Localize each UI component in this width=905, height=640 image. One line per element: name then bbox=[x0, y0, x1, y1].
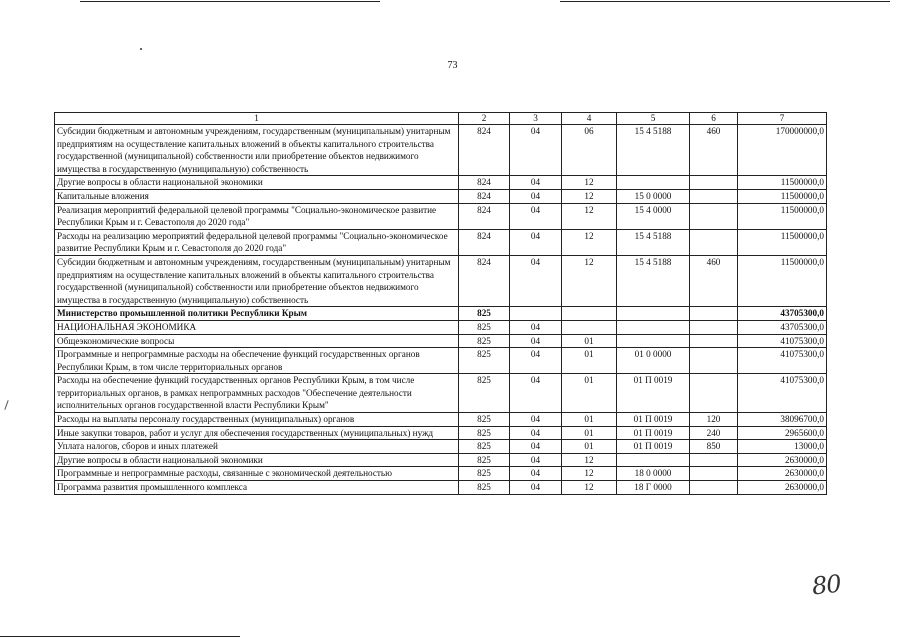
row-name-cell: Другие вопросы в области национальной экономики bbox=[55, 176, 459, 190]
row-target-article-cell: 15 0 0000 bbox=[617, 189, 690, 203]
row-amount-cell: 11500000,0 bbox=[738, 189, 827, 203]
row-expense-type-cell bbox=[690, 176, 738, 190]
header-cell: 5 bbox=[617, 113, 690, 125]
row-code-cell: 825 bbox=[459, 467, 510, 481]
row-target-article-cell bbox=[617, 334, 690, 348]
row-expense-type-cell bbox=[690, 189, 738, 203]
table-row bbox=[55, 374, 827, 413]
table-row bbox=[55, 320, 827, 334]
header-cell: 4 bbox=[562, 113, 617, 125]
row-expense-type-cell bbox=[690, 481, 738, 495]
row-section-cell: 04 bbox=[510, 348, 562, 374]
row-name-cell: Другие вопросы в области национальной экономики bbox=[55, 453, 459, 467]
row-section-cell: 04 bbox=[510, 334, 562, 348]
table-row bbox=[55, 413, 827, 427]
row-section-cell: 04 bbox=[510, 176, 562, 190]
row-amount-cell: 11500000,0 bbox=[738, 176, 827, 190]
row-expense-type-cell: 120 bbox=[690, 413, 738, 427]
row-section-cell: 04 bbox=[510, 426, 562, 440]
table-row bbox=[55, 348, 827, 374]
row-name-cell: Общеэкономические вопросы bbox=[55, 334, 459, 348]
row-subsection-cell: 12 bbox=[562, 176, 617, 190]
row-subsection-cell: 01 bbox=[562, 426, 617, 440]
row-amount-cell: 13000,0 bbox=[738, 440, 827, 454]
row-code-cell: 825 bbox=[459, 374, 510, 413]
row-expense-type-cell: 850 bbox=[690, 440, 738, 454]
row-section-cell: 04 bbox=[510, 413, 562, 427]
row-code-cell: 825 bbox=[459, 453, 510, 467]
row-code-cell: 824 bbox=[459, 203, 510, 229]
row-section-cell: 04 bbox=[510, 189, 562, 203]
row-target-article-cell bbox=[617, 320, 690, 334]
row-name-cell: НАЦИОНАЛЬНАЯ ЭКОНОМИКА bbox=[55, 320, 459, 334]
row-subsection-cell: 12 bbox=[562, 453, 617, 467]
row-section-cell: 04 bbox=[510, 481, 562, 495]
table-row bbox=[55, 125, 827, 176]
row-target-article-cell: 15 4 5188 bbox=[617, 229, 690, 255]
row-subsection-cell bbox=[562, 320, 617, 334]
row-name-cell: Министерство промышленной политики Республики Крым bbox=[55, 307, 459, 321]
table-row bbox=[55, 229, 827, 255]
table-row bbox=[55, 453, 827, 467]
row-name-cell: Расходы на реализацию мероприятий федеральной целевой программы "Социально-экономическое развитие Республики Крым и г. Севастополя до 2020 года" bbox=[55, 229, 459, 255]
row-expense-type-cell: 240 bbox=[690, 426, 738, 440]
row-amount-cell: 41075300,0 bbox=[738, 374, 827, 413]
row-code-cell: 824 bbox=[459, 125, 510, 176]
row-target-article-cell: 15 4 5188 bbox=[617, 125, 690, 176]
row-amount-cell: 11500000,0 bbox=[738, 229, 827, 255]
margin-pencil-mark bbox=[4, 400, 8, 410]
header-cell: 6 bbox=[690, 113, 738, 125]
row-section-cell: 04 bbox=[510, 374, 562, 413]
row-amount-cell: 2630000,0 bbox=[738, 467, 827, 481]
row-subsection-cell: 01 bbox=[562, 374, 617, 413]
row-subsection-cell: 12 bbox=[562, 229, 617, 255]
row-code-cell: 825 bbox=[459, 334, 510, 348]
row-expense-type-cell: 460 bbox=[690, 255, 738, 306]
row-amount-cell: 41075300,0 bbox=[738, 348, 827, 374]
row-amount-cell: 2630000,0 bbox=[738, 481, 827, 495]
scan-speck bbox=[140, 48, 142, 50]
row-name-cell: Программа развития промышленного комплекса bbox=[55, 481, 459, 495]
row-subsection-cell: 12 bbox=[562, 189, 617, 203]
row-subsection-cell: 12 bbox=[562, 203, 617, 229]
row-expense-type-cell bbox=[690, 307, 738, 321]
row-amount-cell: 2965600,0 bbox=[738, 426, 827, 440]
row-name-cell: Расходы на выплаты персоналу государственных (муниципальных) органов bbox=[55, 413, 459, 427]
row-name-cell: Капитальные вложения bbox=[55, 189, 459, 203]
row-target-article-cell bbox=[617, 176, 690, 190]
row-expense-type-cell bbox=[690, 334, 738, 348]
scan-edge-top-left bbox=[80, 1, 380, 2]
table-row bbox=[55, 307, 827, 321]
row-amount-cell: 170000000,0 bbox=[738, 125, 827, 176]
row-code-cell: 824 bbox=[459, 255, 510, 306]
row-code-cell: 825 bbox=[459, 348, 510, 374]
row-expense-type-cell bbox=[690, 203, 738, 229]
row-target-article-cell: 01 П 0019 bbox=[617, 413, 690, 427]
row-name-cell: Программные и непрограммные расходы, связанные с экономической деятельностью bbox=[55, 467, 459, 481]
handwritten-page-mark: 80 bbox=[810, 569, 842, 601]
row-section-cell: 04 bbox=[510, 125, 562, 176]
table-row bbox=[55, 481, 827, 495]
row-amount-cell: 38096700,0 bbox=[738, 413, 827, 427]
row-subsection-cell: 12 bbox=[562, 467, 617, 481]
header-cell: 1 bbox=[55, 113, 459, 125]
row-target-article-cell bbox=[617, 307, 690, 321]
row-code-cell: 825 bbox=[459, 440, 510, 454]
row-target-article-cell: 15 4 5188 bbox=[617, 255, 690, 306]
row-amount-cell: 11500000,0 bbox=[738, 203, 827, 229]
row-subsection-cell: 01 bbox=[562, 348, 617, 374]
scan-edge-bottom bbox=[0, 636, 240, 637]
row-section-cell: 04 bbox=[510, 229, 562, 255]
row-section-cell: 04 bbox=[510, 255, 562, 306]
table-row bbox=[55, 176, 827, 190]
row-expense-type-cell: 460 bbox=[690, 125, 738, 176]
row-section-cell bbox=[510, 307, 562, 321]
row-subsection-cell: 01 bbox=[562, 413, 617, 427]
row-subsection-cell: 12 bbox=[562, 481, 617, 495]
row-code-cell: 825 bbox=[459, 481, 510, 495]
row-section-cell: 04 bbox=[510, 467, 562, 481]
row-target-article-cell bbox=[617, 453, 690, 467]
table-row bbox=[55, 467, 827, 481]
header-cell: 2 bbox=[459, 113, 510, 125]
row-section-cell: 04 bbox=[510, 320, 562, 334]
row-target-article-cell: 01 П 0019 bbox=[617, 440, 690, 454]
row-code-cell: 825 bbox=[459, 426, 510, 440]
table-row bbox=[55, 203, 827, 229]
table-header-row bbox=[55, 113, 827, 125]
row-target-article-cell: 01 П 0019 bbox=[617, 374, 690, 413]
row-code-cell: 825 bbox=[459, 320, 510, 334]
row-expense-type-cell bbox=[690, 374, 738, 413]
budget-table bbox=[54, 112, 827, 495]
table-row bbox=[55, 426, 827, 440]
row-code-cell: 825 bbox=[459, 413, 510, 427]
row-name-cell: Иные закупки товаров, работ и услуг для обеспечения государственных (муниципальных) нужд bbox=[55, 426, 459, 440]
row-name-cell: Программные и непрограммные расходы на обеспечение функций государственных органов Республики Крым, в том числе территориальных органов bbox=[55, 348, 459, 374]
row-subsection-cell: 01 bbox=[562, 440, 617, 454]
row-name-cell: Субсидии бюджетным и автономным учреждениям, государственным (муниципальным) унитарным предприятиям на осуществление капитальных вложений в объекты капитального строительства государственной (муниципальной) собственности или приобретение объектов недвижимого имущества в государственную (муниципальную) собственность bbox=[55, 125, 459, 176]
row-target-article-cell: 15 4 0000 bbox=[617, 203, 690, 229]
row-amount-cell: 43705300,0 bbox=[738, 320, 827, 334]
row-target-article-cell: 18 Г 0000 bbox=[617, 481, 690, 495]
header-cell: 7 bbox=[738, 113, 827, 125]
row-section-cell: 04 bbox=[510, 453, 562, 467]
page-number: 73 bbox=[447, 60, 458, 71]
row-name-cell: Реализация мероприятий федеральной целевой программы "Социально-экономическое развитие Республики Крым и г. Севастополя до 2020 года" bbox=[55, 203, 459, 229]
row-section-cell: 04 bbox=[510, 203, 562, 229]
scan-edge-top-right bbox=[560, 1, 890, 2]
row-code-cell: 824 bbox=[459, 189, 510, 203]
row-name-cell: Уплата налогов, сборов и иных платежей bbox=[55, 440, 459, 454]
row-name-cell: Субсидии бюджетным и автономным учреждениям, государственным (муниципальным) унитарным предприятиям на осуществление капитальных вложений в объекты капитального строительства государственной (муниципальной) собственности или приобретение объектов недвижимого имущества в государственную (муниципальную) собственность bbox=[55, 255, 459, 306]
row-amount-cell: 41075300,0 bbox=[738, 334, 827, 348]
row-expense-type-cell bbox=[690, 320, 738, 334]
header-cell: 3 bbox=[510, 113, 562, 125]
row-target-article-cell: 01 П 0019 bbox=[617, 426, 690, 440]
row-section-cell: 04 bbox=[510, 440, 562, 454]
row-code-cell: 825 bbox=[459, 307, 510, 321]
row-expense-type-cell bbox=[690, 348, 738, 374]
row-expense-type-cell bbox=[690, 229, 738, 255]
row-expense-type-cell bbox=[690, 467, 738, 481]
row-code-cell: 824 bbox=[459, 176, 510, 190]
row-subsection-cell bbox=[562, 307, 617, 321]
row-amount-cell: 2630000,0 bbox=[738, 453, 827, 467]
row-name-cell: Расходы на обеспечение функций государственных органов Республики Крым, в том числе территориальных органов, в рамках непрограммных расходов "Обеспечение деятельности исполнительных органов государственной власти Республики Крым" bbox=[55, 374, 459, 413]
row-code-cell: 824 bbox=[459, 229, 510, 255]
row-subsection-cell: 01 bbox=[562, 334, 617, 348]
row-amount-cell: 43705300,0 bbox=[738, 307, 827, 321]
row-expense-type-cell bbox=[690, 453, 738, 467]
row-target-article-cell: 01 0 0000 bbox=[617, 348, 690, 374]
row-target-article-cell: 18 0 0000 bbox=[617, 467, 690, 481]
row-amount-cell: 11500000,0 bbox=[738, 255, 827, 306]
table-row bbox=[55, 334, 827, 348]
table-row bbox=[55, 255, 827, 306]
table-row bbox=[55, 440, 827, 454]
row-subsection-cell: 06 bbox=[562, 125, 617, 176]
table-row bbox=[55, 189, 827, 203]
row-subsection-cell: 12 bbox=[562, 255, 617, 306]
